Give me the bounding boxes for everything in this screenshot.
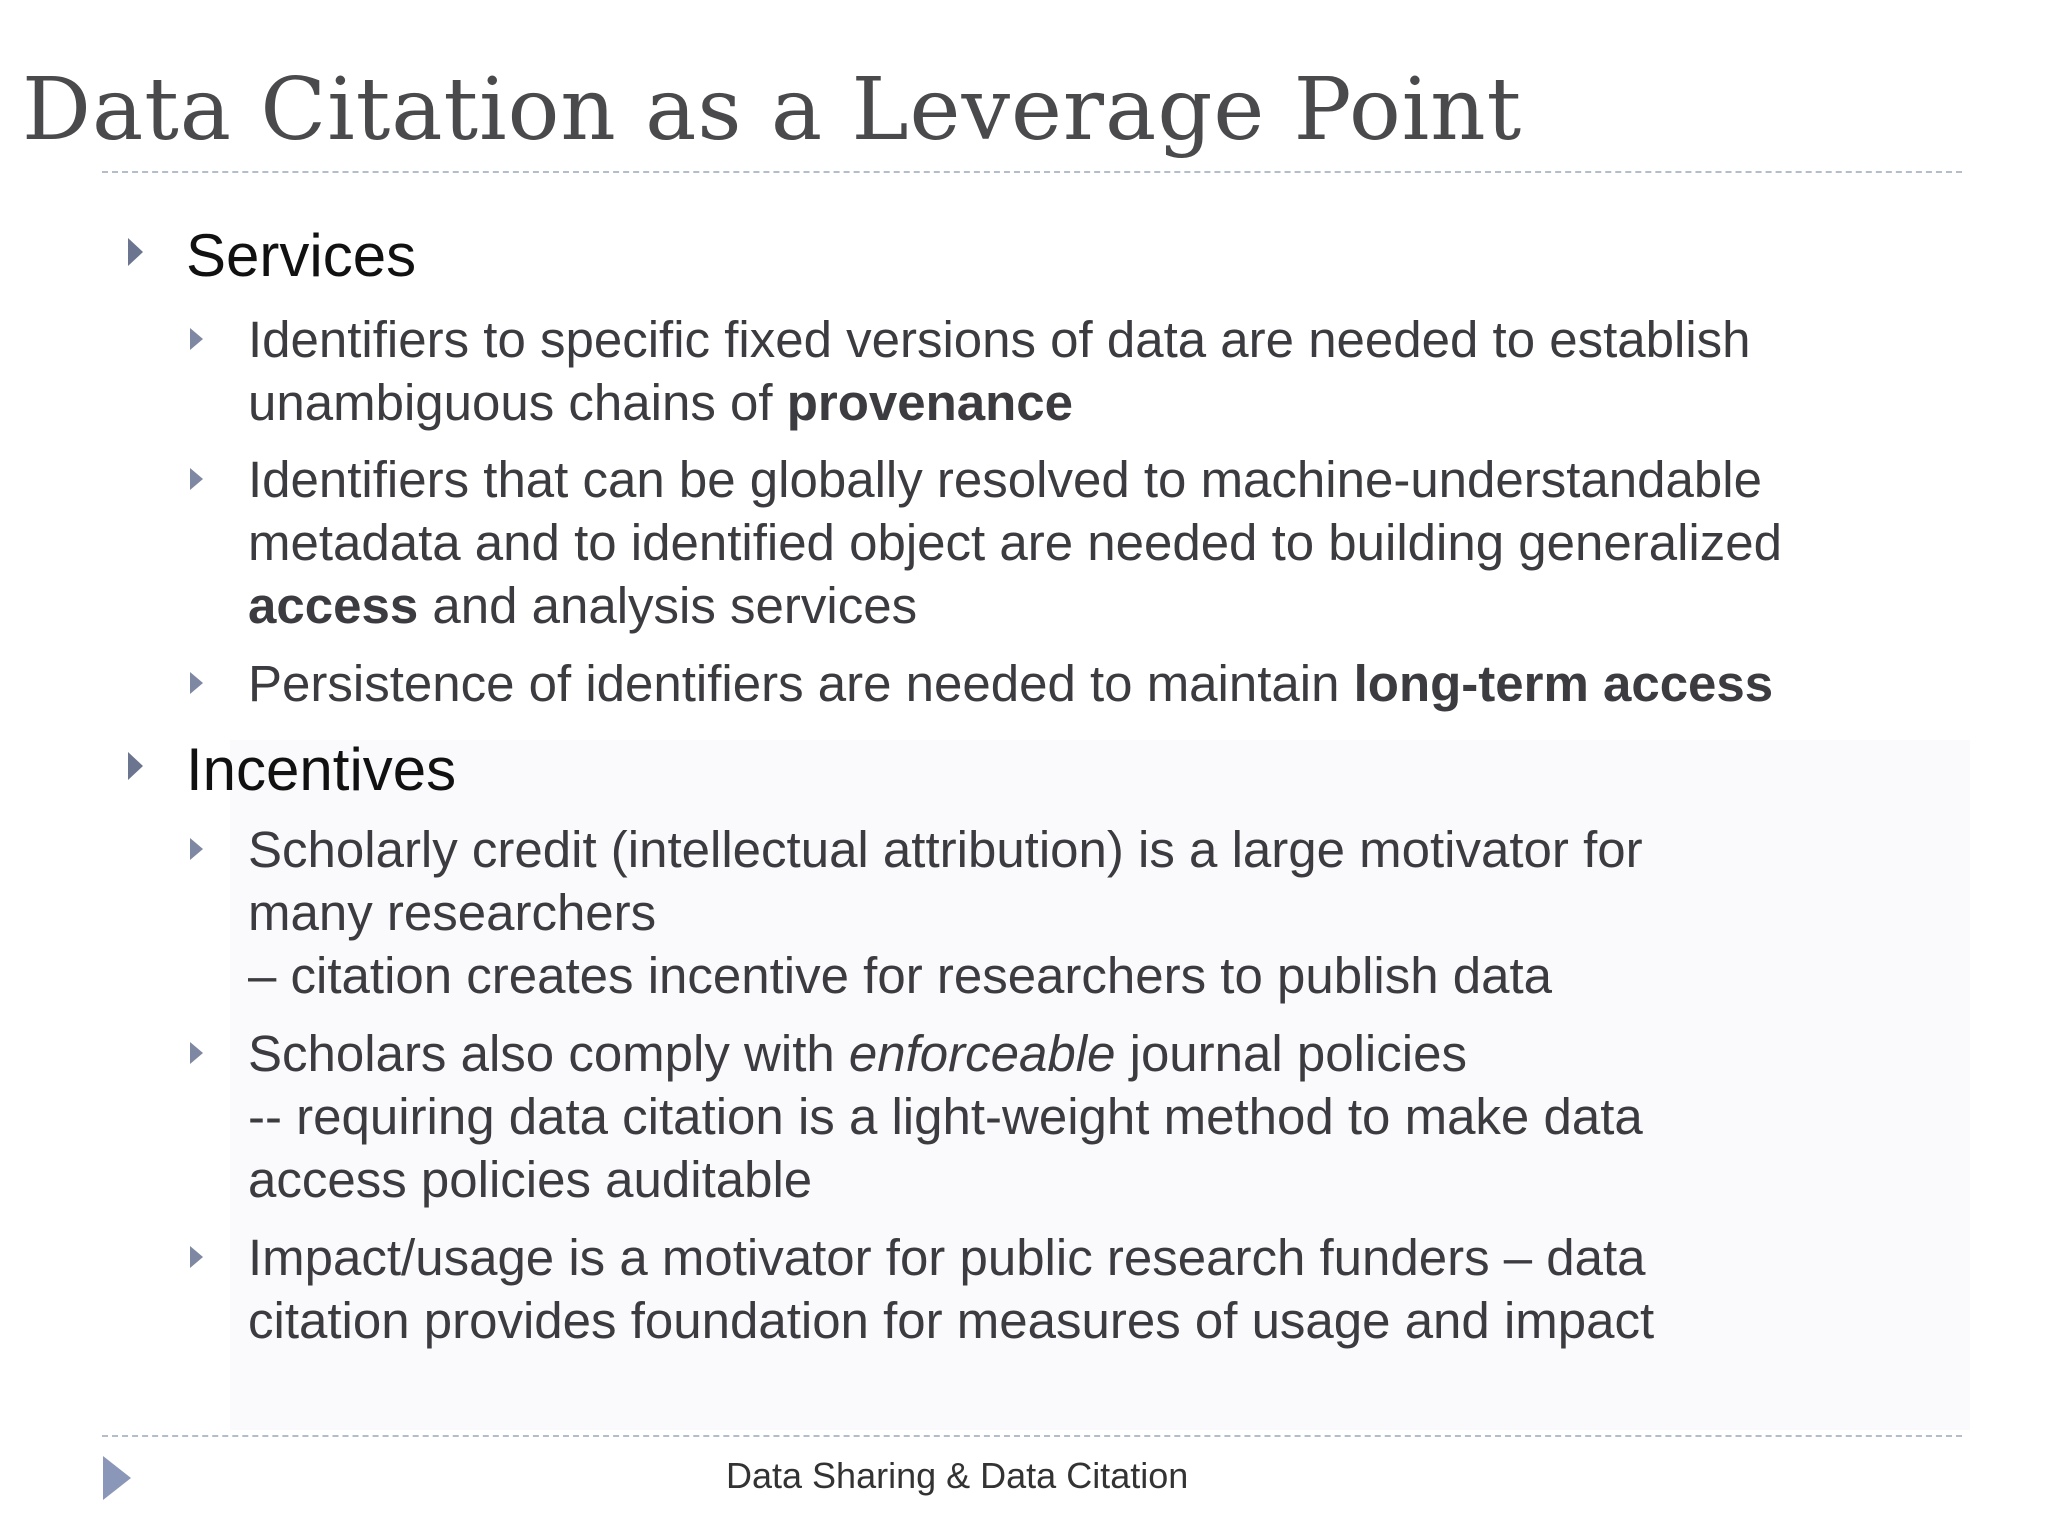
- item-line: metadata and to identified object are needed to building generalized: [248, 514, 1782, 571]
- item-line: Scholarly credit (intellectual attribution) is a large motivator for: [248, 821, 1643, 878]
- bullet-icon: [190, 838, 203, 860]
- services-item-provenance: [248, 308, 1968, 434]
- bullet-icon: [190, 1042, 203, 1064]
- heading-incentives: Incentives: [186, 736, 457, 803]
- incentives-item-scholarly-credit: [248, 818, 1968, 1007]
- item-line: many researchers: [248, 884, 657, 941]
- bullet-icon: [190, 468, 203, 490]
- incentives-item-impact-usage: [248, 1226, 1968, 1352]
- footer-caption: Data Sharing & Data Citation: [726, 1455, 1189, 1496]
- item-line: Impact/usage is a motivator for public research funders – data: [248, 1229, 1646, 1286]
- bullet-icon: [190, 328, 203, 350]
- item-line: access policies auditable: [248, 1151, 813, 1208]
- footer-divider: [102, 1435, 1962, 1437]
- heading-services: Services: [186, 222, 417, 289]
- emphasis-long-term-access: long-term access: [1353, 655, 1774, 712]
- item-line: -- requiring data citation is a light-weight method to make data: [248, 1088, 1643, 1145]
- emphasis-access: access: [248, 577, 419, 634]
- incentives-item-journal-policies: [248, 1022, 1968, 1211]
- item-line: Identifiers that can be globally resolved to machine-understandable: [248, 451, 1762, 508]
- services-item-long-term-access: [248, 652, 1968, 715]
- emphasis-provenance: provenance: [786, 374, 1073, 431]
- item-line: unambiguous chains of: [248, 374, 787, 431]
- bullet-icon: [190, 672, 203, 694]
- item-line: journal policies: [1115, 1025, 1467, 1082]
- item-line: – citation creates incentive for researchers to publish data: [248, 947, 1553, 1004]
- emphasis-enforceable: enforceable: [848, 1025, 1116, 1082]
- item-line: Scholars also comply with: [248, 1025, 849, 1082]
- play-arrow-icon: [103, 1456, 131, 1500]
- bullet-icon: [128, 752, 143, 780]
- item-line: Identifiers to specific fixed versions of data are needed to establish: [248, 311, 1751, 368]
- bullet-icon: [190, 1246, 203, 1268]
- item-line: Persistence of identifiers are needed to maintain: [248, 655, 1354, 712]
- slide-title: Data Citation as a Leverage Point: [22, 60, 1523, 160]
- item-line: citation provides foundation for measures of usage and impact: [248, 1292, 1655, 1349]
- bullet-icon: [128, 238, 143, 266]
- item-line: and analysis services: [418, 577, 918, 634]
- services-item-access: [248, 448, 1968, 637]
